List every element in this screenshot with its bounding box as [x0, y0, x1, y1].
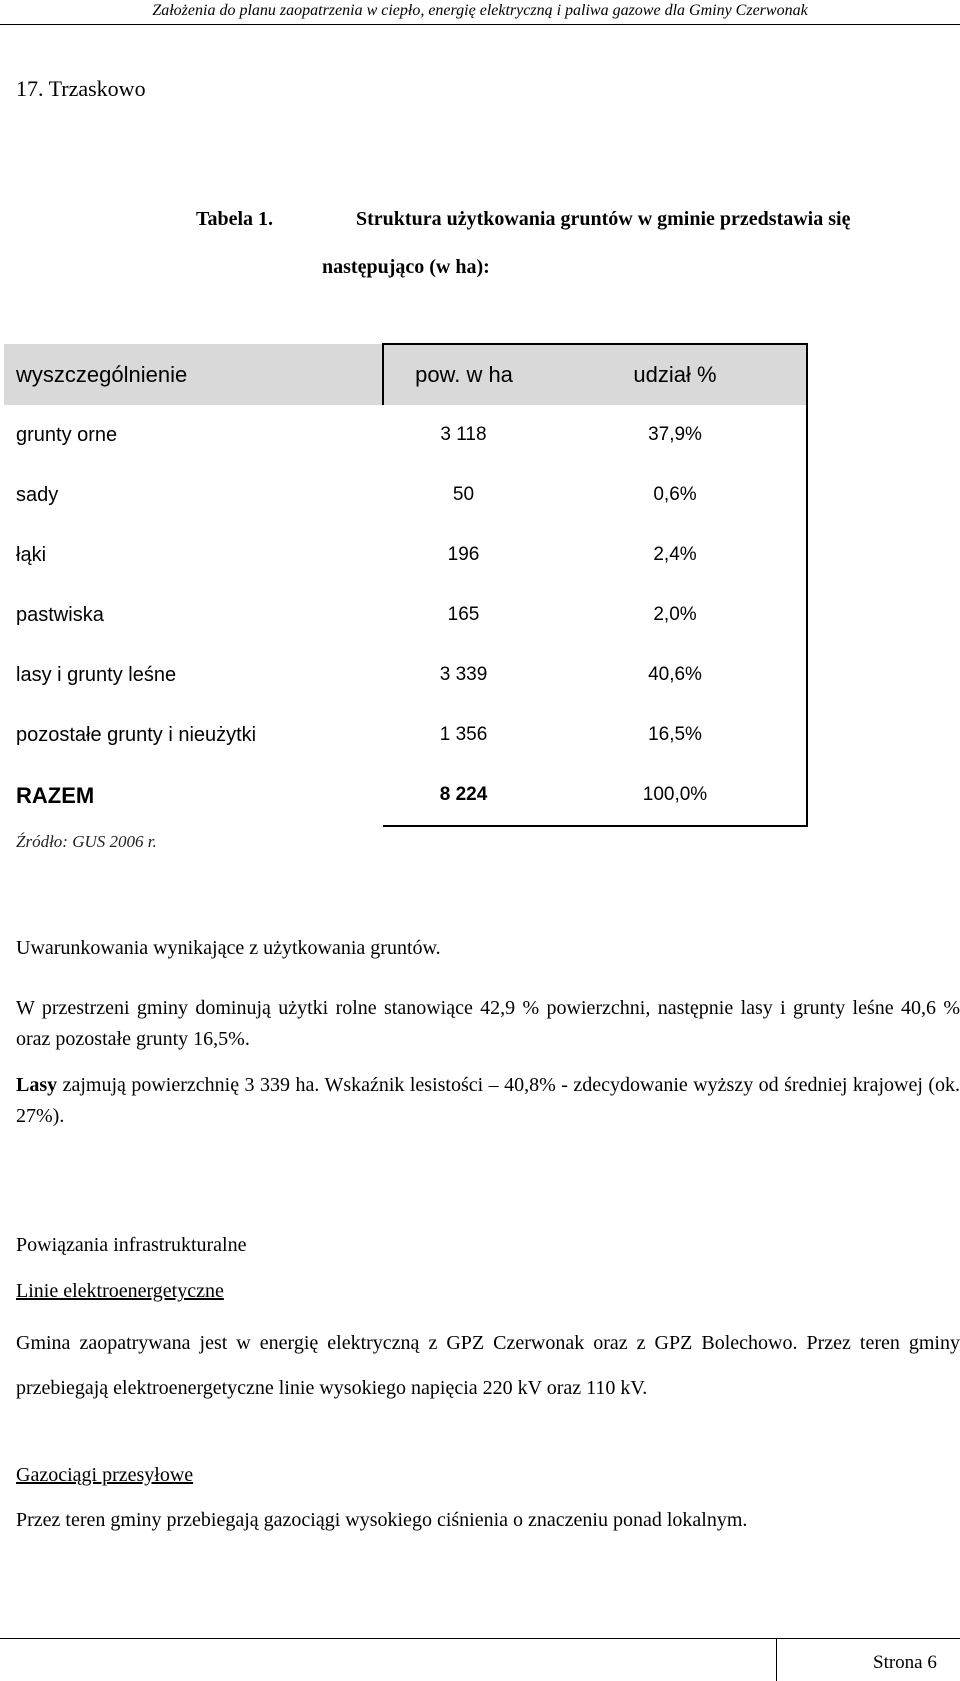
infra-heading: Powiązania infrastrukturalne — [16, 1234, 247, 1256]
land-use-table — [4, 343, 808, 827]
total-label: RAZEM — [16, 782, 95, 808]
table-cell: 0,6% — [544, 465, 807, 525]
header-cell: udział % — [544, 344, 807, 405]
header-cell: wyszczególnienie — [4, 344, 383, 405]
table-cell: 2,4% — [544, 525, 807, 585]
header-cell: pow. w ha — [383, 344, 544, 405]
land-use-paragraph: W przestrzeni gminy dominują użytki rolne stanowiące 42,9 % powierzchni, następnie lasy i grunty leśne 40,6 % oraz pozostałe grunty 16,5%. — [16, 997, 960, 1050]
gas-pipelines-heading: Gazociągi przesyłowe — [16, 1464, 194, 1486]
table-label: Tabela 1. — [196, 208, 274, 230]
total-area: 8 224 — [383, 765, 544, 826]
table-cell: łąki — [16, 543, 47, 566]
table-row — [4, 465, 807, 525]
table-cell: 16,5% — [544, 705, 807, 765]
table-header-row — [4, 344, 807, 405]
table-cell: sady — [16, 483, 59, 506]
section-title: 17. Trzaskowo — [16, 76, 146, 101]
table-row — [4, 705, 807, 765]
table-row — [4, 405, 807, 465]
table-cell: 3 118 — [440, 424, 487, 445]
table-cell: 37,9% — [544, 405, 807, 465]
forest-paragraph-text: zajmują powierzchnię 3 339 ha. Wskaźnik lesistości – 40,8% - zdecydowanie wyższy od średniej krajowej (ok. 27%). — [16, 1074, 960, 1127]
total-share: 100,0% — [544, 765, 807, 826]
table-row — [4, 525, 807, 585]
table-cell: 2,0% — [544, 585, 807, 645]
forest-paragraph — [16, 1070, 960, 1132]
table-cell: grunty orne — [16, 423, 118, 446]
power-lines-paragraph: Gmina zaopatrywana jest w energię elektryczną z GPZ Czerwonak oraz z GPZ Bolechowo. Przez teren gminy przebiegają elektroenergetyczne linie wysokiego napięcia 220 kV oraz 110 kV. — [16, 1332, 960, 1399]
table-cell: 3 339 — [439, 664, 488, 685]
table-cell: pastwiska — [16, 603, 104, 626]
footer-divider — [0, 1638, 960, 1639]
table-row — [4, 585, 807, 645]
table-row — [4, 645, 807, 705]
power-lines-heading: Linie elektroenergetyczne — [16, 1280, 224, 1302]
forest-bold-word: Lasy — [16, 1074, 58, 1096]
conditions-heading: Uwarunkowania wynikające z użytkowania gruntów. — [16, 937, 441, 959]
table-cell: lasy i grunty leśne — [16, 663, 177, 686]
table-cell: pozostałe grunty i nieużytki — [16, 723, 257, 746]
table-caption-cont: następująco (w ha): — [322, 256, 490, 278]
table-source: Źródło: GUS 2006 r. — [16, 832, 157, 851]
running-header: Założenia do planu zaopatrzenia w ciepło, energię elektryczną i paliwa gazowe dla Gminy Czerwonak — [0, 0, 960, 25]
table-cell: 40,6% — [544, 645, 807, 705]
table-cell: 1 356 — [439, 724, 488, 745]
table-cell: 50 — [452, 484, 475, 505]
table-total-row — [4, 765, 807, 826]
footer-separator — [776, 1638, 777, 1681]
gas-pipelines-paragraph: Przez teren gminy przebiegają gazociągi wysokiego ciśnienia o znaczeniu ponad lokalnym. — [16, 1509, 748, 1531]
table-caption: Struktura użytkowania gruntów w gminie przedstawia się — [356, 208, 851, 230]
table-cell: 165 — [447, 604, 480, 625]
page-number: Strona 6 — [873, 1652, 937, 1673]
table-cell: 196 — [447, 544, 480, 565]
